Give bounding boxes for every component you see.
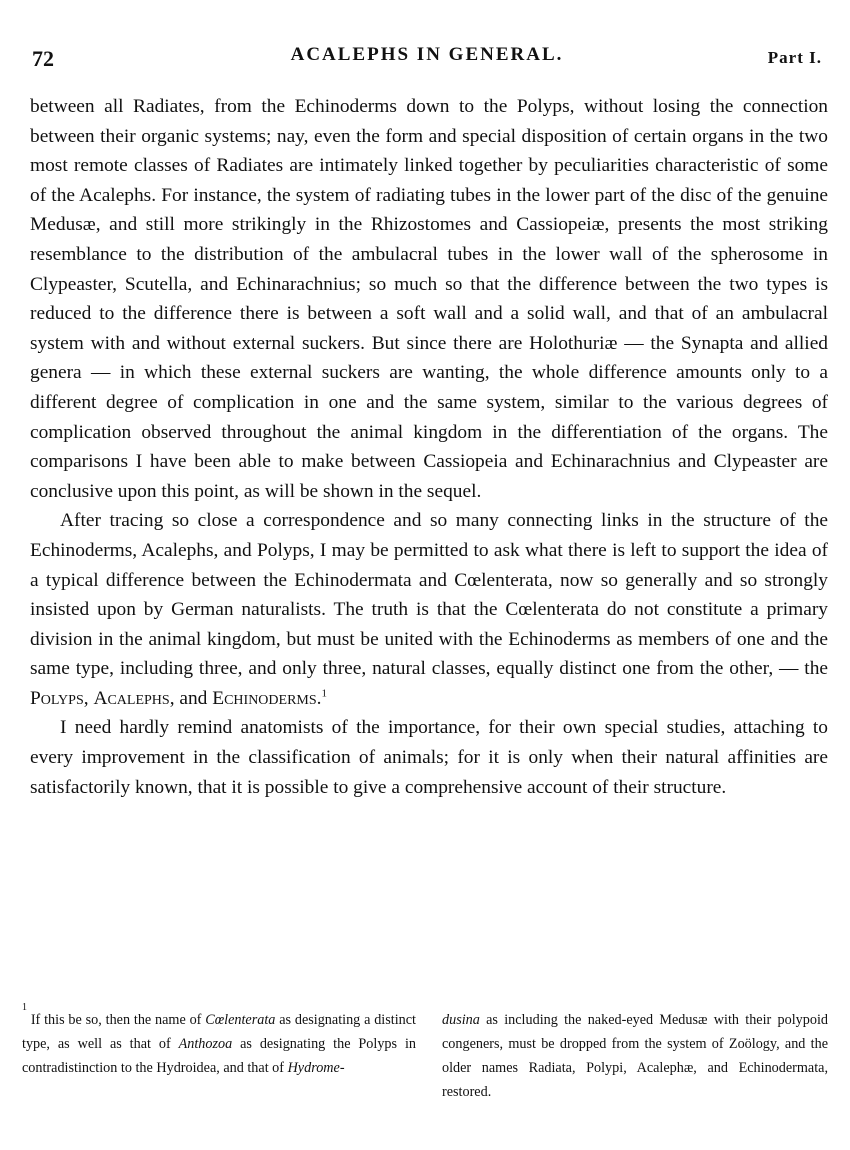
footnote-reference: 1 bbox=[321, 687, 328, 700]
footnote-right-column bbox=[442, 1008, 828, 1104]
class-echinoderms: Echinoderms bbox=[212, 687, 317, 709]
separator: , bbox=[83, 687, 94, 709]
page-header bbox=[32, 44, 822, 74]
term-coelenterata: Cœlenterata bbox=[205, 1012, 276, 1028]
class-acalephs: Acalephs bbox=[93, 687, 170, 709]
term-hydromedusina-start: Hydrome- bbox=[287, 1060, 345, 1076]
paragraph-2 bbox=[30, 506, 828, 713]
paragraph-1: between all Radiates, from the Echinoderms down to the Polyps, without losing the connection between their organic systems; nay, even the form and special disposition of certain organs in the two most remote classes of Radiates are intimately linked together by peculiarities characteristic of some of the Acalephs. For instance, the system of radiating tubes in the lower part of the disc of the genuine Medusæ, and still more strikingly in the Rhizostomes and Cassiopeiæ, presents the most striking resemblance to the distribution of the ambulacral tubes in the lower wall of the spherosome in Clypeaster, Scutella, and Echinarachnius; so much so that the difference between the two types is reduced to the difference there is between a soft wall and a solid wall, and that of an ambulacral system with and without external suckers. But since there are Holothuriæ — the Synapta and allied genera — in which these external suckers are wanting, the whole difference amounts only to a different degree of complication in one and the same system, similar to the various degrees of complication observed throughout the animal kingdom in the differentiation of the organs. The comparisons I have been able to make between Cassiopeia and Echinarachnius and Clypeaster are conclusive upon this point, as will be shown in the sequel. bbox=[30, 96, 828, 502]
running-title: ACALEPHS IN GENERAL. bbox=[290, 44, 564, 65]
footnote-text: If this be so, then the name of bbox=[27, 1012, 206, 1028]
term-anthozoa: Anthozoa bbox=[178, 1036, 233, 1052]
page-number: 72 bbox=[32, 46, 54, 71]
period: . bbox=[316, 687, 322, 709]
part-label: Part I. bbox=[767, 48, 822, 67]
class-polyps: Polyps bbox=[30, 687, 84, 709]
paragraph-3: I need hardly remind anatomists of the importance, for their own special studies, attaching to every improvement in the classification of animals; for it is only when their natural affinities are satisfactorily known, that it is possible to give a comprehensive account of their structure. bbox=[30, 717, 828, 798]
body-text bbox=[30, 92, 828, 802]
footnote-text: as designating the Polyps in contradistinction to the Hydroidea, and that of bbox=[22, 1036, 416, 1076]
footnote-text: as including the naked-eyed Medusæ with their polypoid congeners, must be dropped from the system of Zoölogy, and the older names Radiata, Polypi, Acalephæ, and Echinodermata, restored. bbox=[442, 1012, 828, 1100]
footnote bbox=[22, 1002, 828, 1118]
footnote-text: as designating a distinct type, as well as that of bbox=[22, 1012, 416, 1052]
separator: , and bbox=[169, 687, 213, 709]
paragraph-2-text: After tracing so close a correspondence and so many connecting links in the structure of the Echinoderms, Acalephs, and Polyps, I may be permitted to ask what there is left to support the idea of a typical difference between the Echinodermata and Cœlenterata, now so generally and so strongly insisted upon by German naturalists. The truth is that the Cœlenterata do not constitute a primary division in the animal kingdom, but must be united with the Echinoderms as members of one and the same type, including three, and only three, natural classes, equally distinct one from the other, — the bbox=[30, 510, 828, 680]
footnote-left-column bbox=[22, 1002, 416, 1080]
term-hydromedusina-end: dusina bbox=[442, 1012, 480, 1028]
footnote-mark: 1 bbox=[22, 1002, 27, 1013]
